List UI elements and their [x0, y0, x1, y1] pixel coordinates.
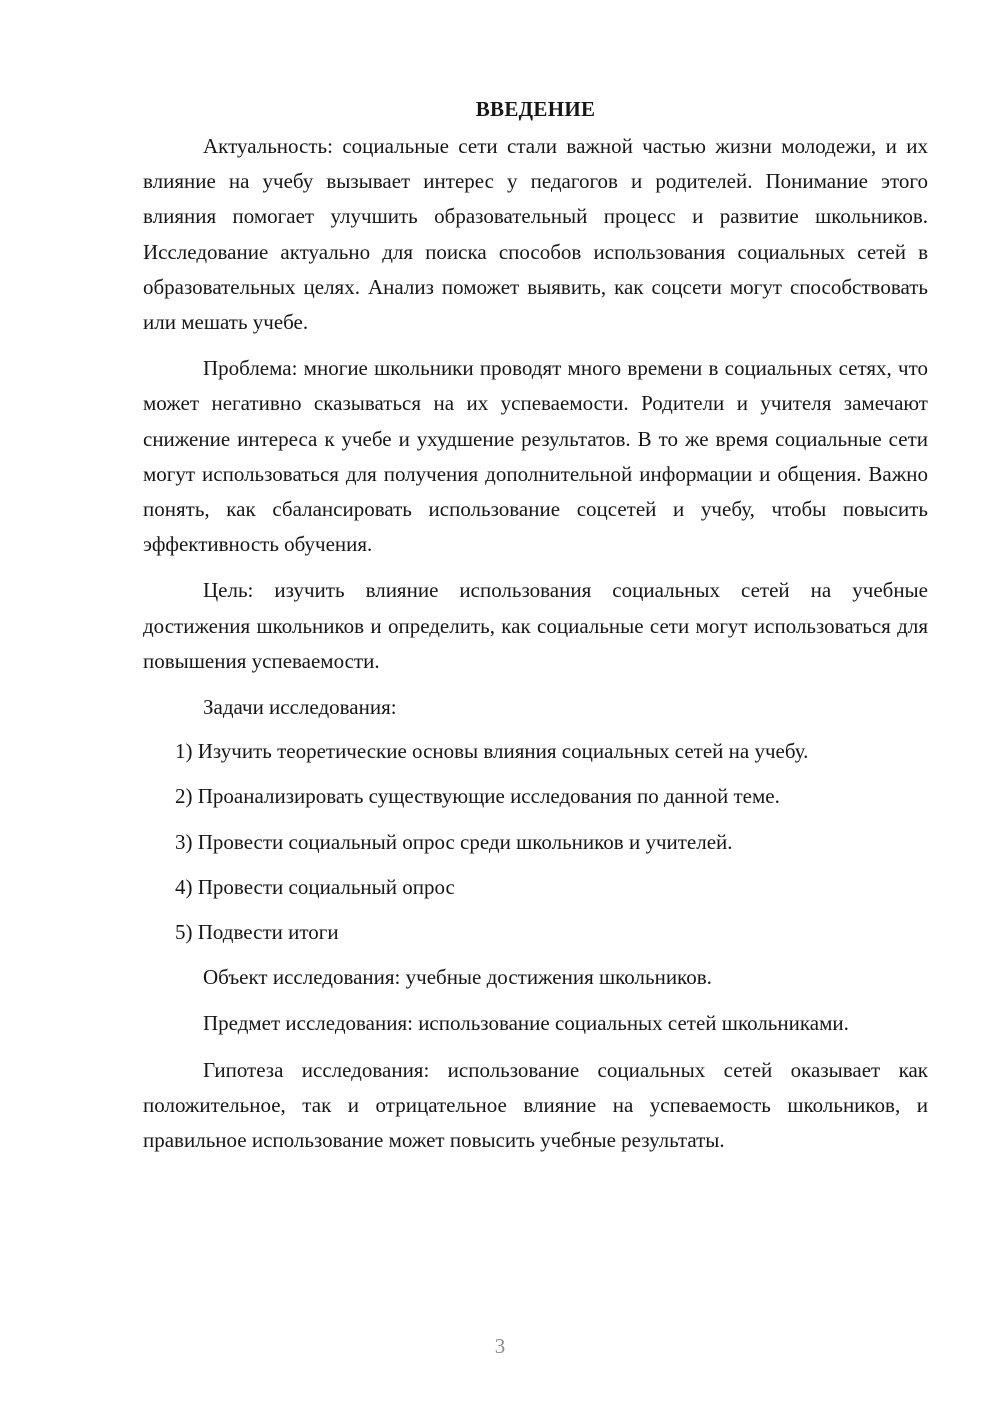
list-item: 4) Провести социальный опрос — [175, 874, 455, 899]
paragraph-object: Объект исследования: учебные достижения школьников. — [203, 965, 712, 990]
list-item: 1) Изучить теоретические основы влияния социальных сетей на учебу. — [175, 739, 809, 764]
page-number: 3 — [494, 1334, 506, 1358]
list-item: 2) Проанализировать существующие исследования по данной теме. — [175, 784, 780, 809]
paragraph-problem: Проблема: многие школьники проводят много времени в социальных сетях, что может негативно сказываться на их успеваемости. Родители и учителя замечают снижение интереса к учебе и ухудшение результатов. В то же время социальные сети могут использоваться для получения дополнительной информации и общения. Важно понять, как сбалансировать использование соцсетей и учебу, чтобы повысить эффективность обучения. — [143, 356, 928, 557]
document-page — [143, 92, 928, 1169]
paragraph-hypothesis: Гипотеза исследования: использование социальных сетей оказывает как положительное, так и отрицательное влияние на успеваемость школьников, и правильное использование может повысить учебные результаты. — [143, 1057, 928, 1153]
page-title: ВВЕДЕНИЕ — [475, 97, 596, 121]
tasks-list — [143, 734, 928, 950]
paragraph-subject: Предмет исследования: использование социальных сетей школьниками. — [203, 1011, 849, 1036]
paragraph-goal: Цель: изучить влияние использования социальных сетей на учебные достижения школьников и определить, как социальные сети могут использоваться для повышения успеваемости. — [143, 578, 928, 673]
list-item: 3) Провести социальный опрос среди школьников и учителей. — [175, 829, 733, 854]
paragraph-relevance: Актуальность: социальные сети стали важной частью жизни молодежи, и их влияние на учебу вызывает интерес у педагогов и родителей. Понимание этого влияния помогает улучшить образовательный процесс и развитие школьников. Исследование актуально для поиска способов использования социальных сетей в образовательных целях. Анализ поможет выявить, как соцсети могут способствовать или мешать учебе. — [143, 134, 928, 335]
list-item: 5) Подвести итоги — [175, 920, 339, 945]
tasks-heading: Задачи исследования: — [203, 695, 397, 720]
